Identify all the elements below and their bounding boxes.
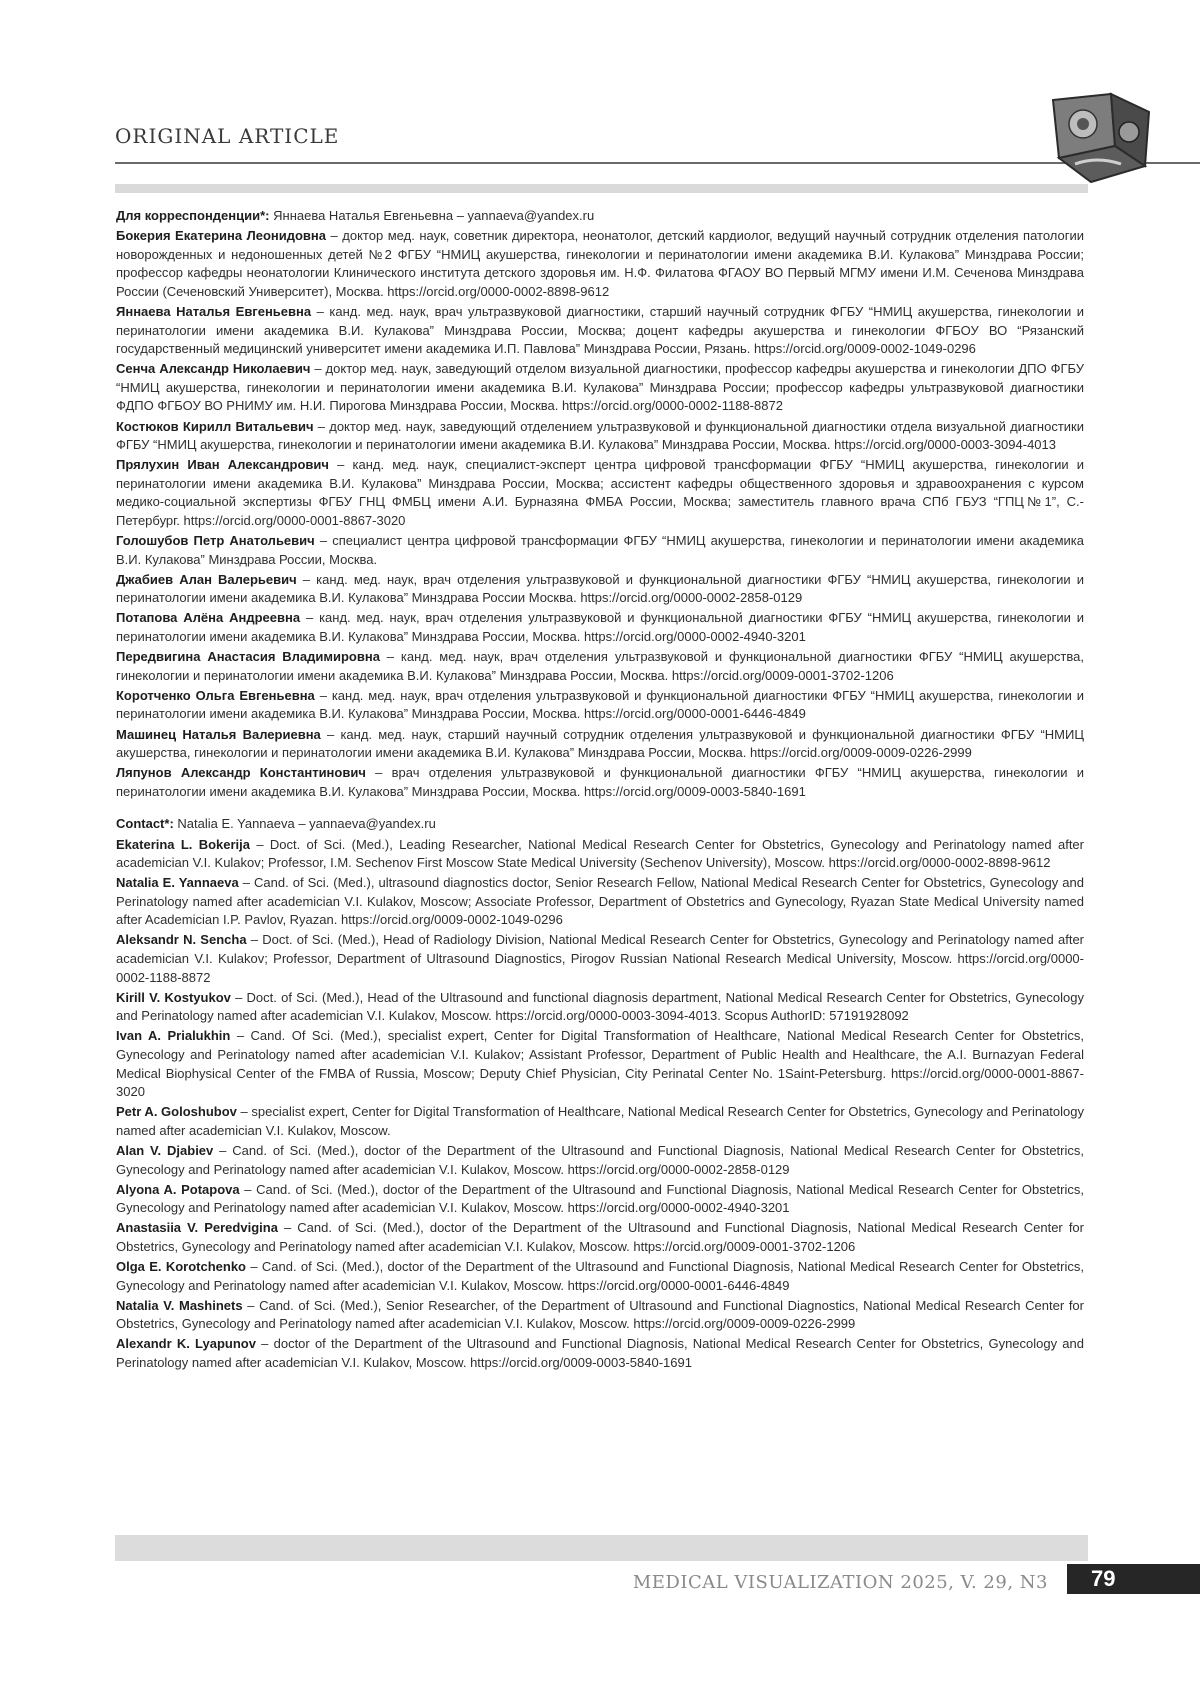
- ru-author-entry: Костюков Кирилл Витальевич – доктор мед. наук, заведующий отделением ультразвуковой и функциональной диагностики отдела визуальной диагностики ФГБУ “НМИЦ акушерства, гинекологии и перинатологии имени академика В.И. Кулакова” Минздрава России, Москва. https://orcid.org/0000-0003-3094-4013: [116, 418, 1084, 455]
- top-decor-band: [115, 184, 1088, 193]
- en-author-entry: Alan V. Djabiev – Cand. of Sci. (Med.), doctor of the Department of the Ultrasound and Functional Diagnosis, National Medical Research Center for Obstetrics, Gynecology and Perinatology named after academician V.I. Kulakov, Moscow. https://orcid.org/0000-0002-2858-0129: [116, 1142, 1084, 1179]
- en-author-entry: Ekaterina L. Bokerija – Doct. of Sci. (Med.), Leading Researcher, National Medical Research Center for Obstetrics, Gynecology and Perinatology named after academician V.I. Kulakov; Professor, I.M. Sechenov First Moscow State Medical University (Sechenov University), Moscow. https://orcid.org/0000-0002-8898-9612: [116, 836, 1084, 873]
- page-number: 79: [1067, 1564, 1200, 1594]
- ru-author-entry: Потапова Алёна Андреевна – канд. мед. наук, врач отделения ультразвуковой и функциональной диагностики ФГБУ “НМИЦ акушерства, гинекологии и перинатологии имени академика В.И. Кулакова” Минздрава России, Москва. https://orcid.org/0000-0002-4940-3201: [116, 609, 1084, 646]
- ru-author-entry: Машинец Наталья Валериевна – канд. мед. наук, старший научный сотрудник отделения ультразвуковой и функциональной диагностики ФГБУ “НМИЦ акушерства, гинекологии и перинатологии имени академика В.И. Кулакова” Минздрава России, Москва. https://orcid.org/0009-0009-0226-2999: [116, 726, 1084, 763]
- english-author-section: [116, 815, 1084, 1372]
- en-author-entry: Petr A. Goloshubov – specialist expert, Center for Digital Transformation of Healthcare, National Medical Research Center for Obstetrics, Gynecology and Perinatology named after academician V.I. Kulakov, Moscow.: [116, 1103, 1084, 1140]
- russian-author-section: [116, 207, 1084, 801]
- ru-author-entry: Ляпунов Александр Константинович – врач отделения ультразвуковой и функциональной диагностики ФГБУ “НМИЦ акушерства, гинекологии и перинатологии имени академика В.И. Кулакова” Минздрава России, Москва. https://orcid.org/0009-0003-5840-1691: [116, 764, 1084, 801]
- en-author-entry: Aleksandr N. Sencha – Doct. of Sci. (Med.), Head of Radiology Division, National Medical Research Center for Obstetrics, Gynecology and Perinatology named after academician V.I. Kulakov; Professor, Department of Ultrasound Diagnostics, Pirogov Russian National Research Medical University, Moscow. https://orcid.org/0000-0002-1188-8872: [116, 931, 1084, 987]
- ru-author-entry: Передвигина Анастасия Владимировна – канд. мед. наук, врач отделения ультразвуковой и функциональной диагностики ФГБУ “НМИЦ акушерства, гинекологии и перинатологии имени академика В.И. Кулакова” Минздрава России, Москва. https://orcid.org/0009-0001-3702-1206: [116, 648, 1084, 685]
- journal-cube-logo-icon: [1045, 92, 1153, 186]
- header-rule: [115, 162, 1200, 164]
- en-author-entry: Olga E. Korotchenko – Cand. of Sci. (Med.), doctor of the Department of the Ultrasound and Functional Diagnosis, National Medical Research Center for Obstetrics, Gynecology and Perinatology named after academician V.I. Kulakov, Moscow. https://orcid.org/0000-0001-6446-4849: [116, 1258, 1084, 1295]
- en-author-entry: Natalia E. Yannaeva – Cand. of Sci. (Med.), ultrasound diagnostics doctor, Senior Research Fellow, National Medical Research Center for Obstetrics, Gynecology and Perinatology named after academician V.I. Kulakov, Moscow; Associate Professor, Department of Obstetrics and Gynecology, Ryazan State Medical University named after Academician I.P. Pavlov, Ryazan. https://orcid.org/0009-0002-1049-0296: [116, 874, 1084, 930]
- en-author-entry: Ivan A. Prialukhin – Cand. Of Sci. (Med.), specialist expert, Center for Digital Transformation of Healthcare, National Medical Research Center for Obstetrics, Gynecology and Perinatology named after academician V.I. Kulakov; Assistant Professor, Department of Public Health and Healthcare, the A.I. Burnazyan Federal Medical Biophysical Center of the FMBA of Russia, Moscow; Deputy Chief Physician, City Perinatal Center No. 1Saint-Petersburg. https://orcid.org/0000-0001-8867-3020: [116, 1027, 1084, 1101]
- ru-author-entry: Голошубов Петр Анатольевич – специалист центра цифровой трансформации ФГБУ “НМИЦ акушерства, гинекологии и перинатологии имени академика В.И. Кулакова” Минздрава России, Москва.: [116, 532, 1084, 569]
- ru-author-entry: Бокерия Екатерина Леонидовна – доктор мед. наук, советник директора, неонатолог, детский кардиолог, ведущий научный сотрудник отделения патологии новорожденных и недоношенных детей №2 ФГБУ “НМИЦ акушерства, гинекологии и перинатологии имени академика В.И. Кулакова” Минздрава России; профессор кафедры неонатологии Клинического института детского здоровья им. Н.Ф. Филатова ФГАОУ ВО Первый МГМУ имени И.М. Сеченова Минздрава России (Сеченовский Университет), Москва. https://orcid.org/0000-0002-8898-9612: [116, 227, 1084, 301]
- ru-author-entry: Прялухин Иван Александрович – канд. мед. наук, специалист-эксперт центра цифровой трансформации ФГБУ “НМИЦ акушерства, гинекологии и перинатологии имени академика В.И. Кулакова” Минздрава России, Москва; ассистент кафедры общественного здоровья и здравоохранения с курсом медико-социальной экспертизы ФГБУ ГНЦ ФМБЦ имени А.И. Бурназяна ФМБА России, Москва; заместитель главного врача СПб ГБУЗ “ГПЦ№1”, С.-Петербург. https://orcid.org/0000-0001-8867-3020: [116, 456, 1084, 530]
- en-author-entry: Anastasiia V. Peredvigina – Cand. of Sci. (Med.), doctor of the Department of the Ultrasound and Functional Diagnosis, National Medical Research Center for Obstetrics, Gynecology and Perinatology named after academician V.I. Kulakov, Moscow. https://orcid.org/0009-0001-3702-1206: [116, 1219, 1084, 1256]
- section-header-title: ORIGINAL ARTICLE: [115, 124, 339, 148]
- ru-author-entry: Коротченко Ольга Евгеньевна – канд. мед. наук, врач отделения ультразвуковой и функциональной диагностики ФГБУ “НМИЦ акушерства, гинекологии и перинатологии имени академика В.И. Кулакова” Минздрава России, Москва. https://orcid.org/0000-0001-6446-4849: [116, 687, 1084, 724]
- en-author-entry: Alexandr K. Lyapunov – doctor of the Department of the Ultrasound and Functional Diagnosis, National Medical Research Center for Obstetrics, Gynecology and Perinatology named after academician V.I. Kulakov, Moscow. https://orcid.org/0009-0003-5840-1691: [116, 1335, 1084, 1372]
- ru-contact: Для корреспонденции*: Яннаева Наталья Евгеньевна – yannaeva@yandex.ru: [116, 207, 1084, 226]
- en-author-entry: Natalia V. Mashinets – Cand. of Sci. (Med.), Senior Researcher, of the Department of Ultrasound and Functional Diagnostics, National Medical Research Center for Obstetrics, Gynecology and Perinatology named after academician V.I. Kulakov, Moscow. https://orcid.org/0009-0009-0226-2999: [116, 1297, 1084, 1334]
- bottom-decor-band: [115, 1535, 1088, 1561]
- ru-author-entry: Сенча Александр Николаевич – доктор мед. наук, заведующий отделом визуальной диагностики, профессор кафедры акушерства и гинекологии ДПО ФГБУ “НМИЦ акушерства, гинекологии и перинатологии имени академика В.И. Кулакова” Минздрава России; профессор кафедры ультразвуковой диагностики ФДПО ФГБОУ ВО РНИМУ им. Н.И. Пирогова Минздрава России, Москва. https://orcid.org/0000-0002-1188-8872: [116, 360, 1084, 416]
- en-author-entry: Alyona A. Potapova – Cand. of Sci. (Med.), doctor of the Department of the Ultrasound and Functional Diagnosis, National Medical Research Center for Obstetrics, Gynecology and Perinatology named after academician V.I. Kulakov, Moscow. https://orcid.org/0000-0002-4940-3201: [116, 1181, 1084, 1218]
- en-contact: Contact*: Natalia E. Yannaeva – yannaeva@yandex.ru: [116, 815, 1084, 834]
- ru-author-entry: Джабиев Алан Валерьевич – канд. мед. наук, врач отделения ультразвуковой и функциональной диагностики ФГБУ “НМИЦ акушерства, гинекологии и перинатологии имени академика В.И. Кулакова” Минздрава России Москва. https://orcid.org/0000-0002-2858-0129: [116, 571, 1084, 608]
- footer-journal-title: MEDICAL VISUALIZATION 2025, V. 29, N3: [633, 1572, 1048, 1593]
- en-author-entry: Kirill V. Kostyukov – Doct. of Sci. (Med.), Head of the Ultrasound and functional diagnosis department, National Medical Research Center for Obstetrics, Gynecology and Perinatology named after academician V.I. Kulakov, Moscow. https://orcid.org/0000-0003-3094-4013. Scopus AuthorID: 57191928092: [116, 989, 1084, 1026]
- author-info: [116, 207, 1084, 1374]
- ru-author-entry: Яннаева Наталья Евгеньевна – канд. мед. наук, врач ультразвуковой диагностики, старший научный сотрудник ФГБУ “НМИЦ акушерства, гинекологии и перинатологии имени академика В.И. Кулакова” Минздрава России, Москва; доцент кафедры акушерства и гинекологии ФГБОУ ВО “Рязанский государственный медицинский университет имени академика И.П. Павлова” Минздрава России, Рязань. https://orcid.org/0009-0002-1049-0296: [116, 303, 1084, 359]
